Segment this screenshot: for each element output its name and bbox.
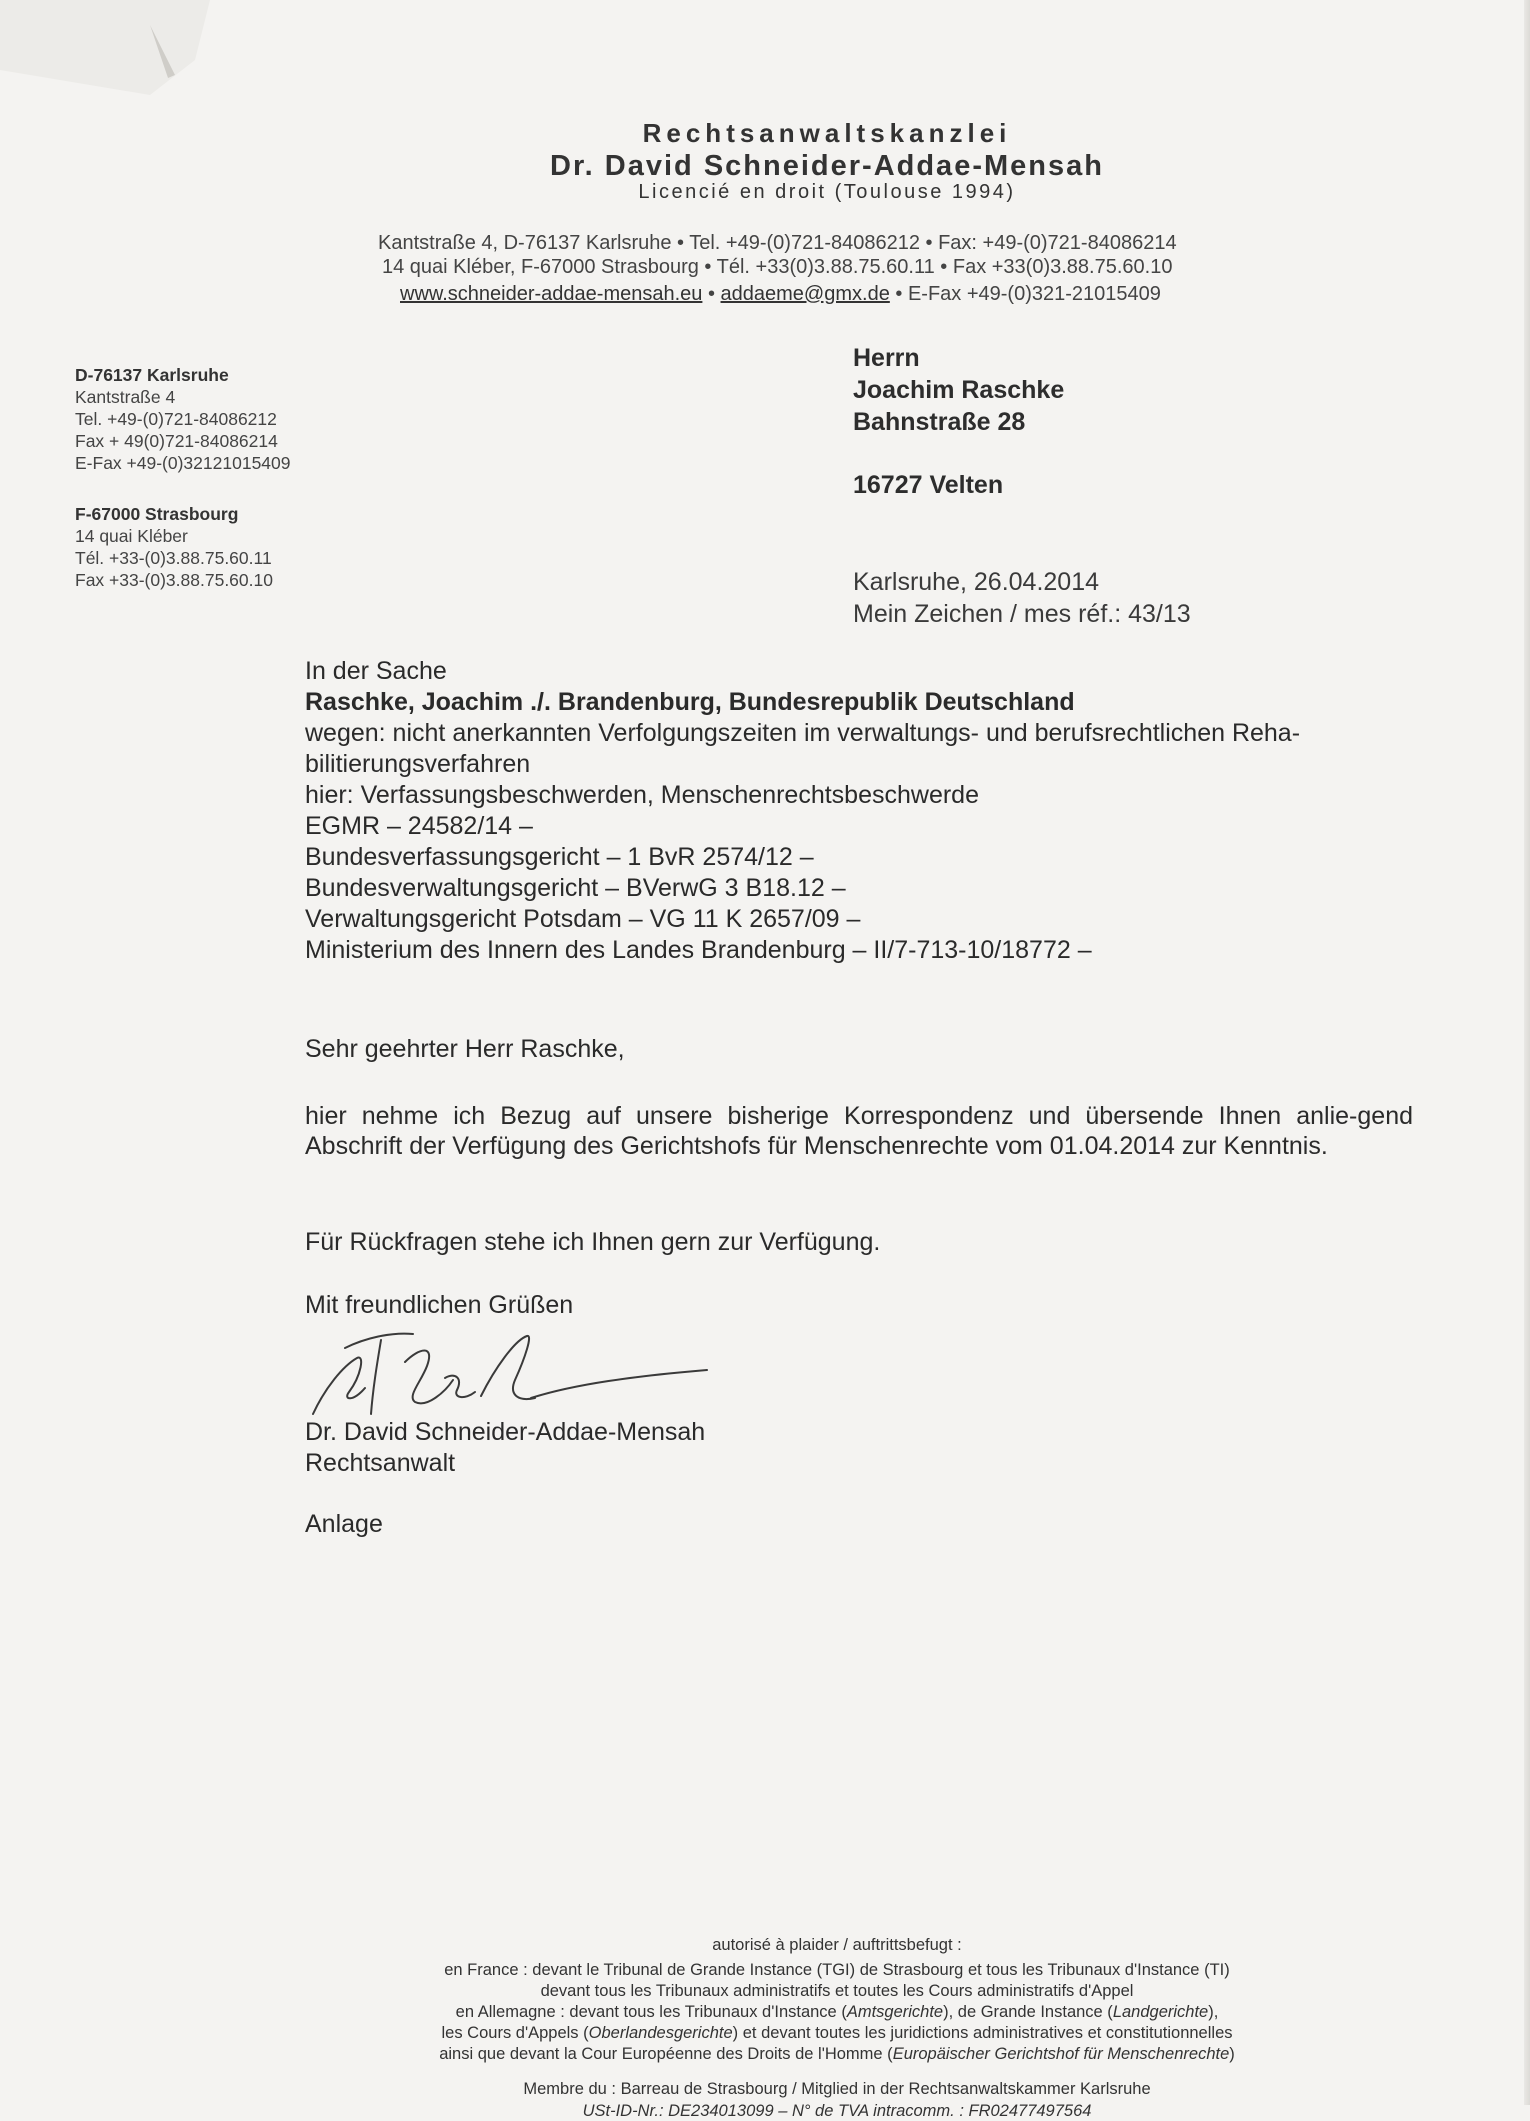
footer-court-term: Amtsgerichte	[846, 2003, 944, 2021]
footer-line	[72, 2045, 1530, 2064]
case-reference: Bundesverwaltungsgericht – BVerwG 3 B18.12 –	[305, 874, 846, 902]
greeting: Sehr geehrter Herr Raschke,	[305, 1035, 625, 1063]
address-block-strasbourg	[75, 503, 273, 591]
signer-block	[305, 1417, 705, 1479]
page-edge	[1524, 0, 1530, 2105]
matter-intro: In der Sache	[305, 657, 447, 685]
efax-number: • E-Fax +49-(0)321-21015409	[895, 283, 1161, 305]
signature	[295, 1318, 715, 1426]
footer-text: ) et devant toutes les juridictions administratives et constitutionnelles	[732, 2024, 1233, 2042]
signer-title: Rechtsanwalt	[305, 1449, 456, 1477]
case-reference: EGMR – 24582/14 –	[305, 812, 533, 840]
address-line: Kantstraße 4	[75, 387, 176, 407]
address-line: Fax +33-(0)3.88.75.60.10	[75, 570, 273, 590]
firm-name: Dr. David Schneider-Addae-Mensah	[550, 150, 1104, 182]
matter-here: hier: Verfassungsbeschwerden, Menschenrechtsbeschwerde	[305, 781, 979, 809]
firm-type: Rechtsanwaltskanzlei	[642, 118, 1012, 148]
footer-line	[72, 2003, 1530, 2022]
case-reference: Ministerium des Innern des Landes Brandenburg – II/7-713-10/18772 –	[305, 936, 1092, 964]
body-paragraph: Für Rückfragen stehe ich Ihnen gern zur Verfügung.	[305, 1228, 881, 1256]
matter-subject-cont: bilitierungsverfahren	[305, 750, 531, 778]
address-line: Tel. +49-(0)721-84086212	[75, 409, 277, 429]
body-paragraph: hier nehme ich Bezug auf unsere bisherige Korrespondenz und übersende Ihnen anlie-gend Abschrift der Verfügung des Gerichtshofs für Menschenrechte vom 01.04.2014 zur Kenntnis.	[305, 1102, 1413, 1160]
address-line: Tél. +33-(0)3.88.75.60.11	[75, 548, 272, 568]
matter-subject: wegen: nicht anerkannten Verfolgungszeiten im verwaltungs- und berufsrechtlichen Reha-	[305, 719, 1301, 747]
address-line: Fax + 49(0)721-84086214	[75, 431, 278, 451]
footer-line: en France : devant le Tribunal de Grande Instance (TGI) de Strasbourg et tous les Tribunaux d'Instance (TI)	[444, 1961, 1230, 1979]
footer-text: )	[1229, 2045, 1235, 2063]
matter-block	[305, 656, 1300, 966]
recipient-block	[853, 342, 1064, 438]
footer-text: en Allemagne : devant tous les Tribunaux d'Instance (	[455, 2003, 847, 2021]
date-reference-block	[853, 566, 1191, 630]
footer-bar-membership: Membre du : Barreau de Strasbourg / Mitglied in der Rechtsanwaltskammer Karlsruhe	[523, 2080, 1151, 2098]
address-heading: D-76137 Karlsruhe	[75, 365, 229, 385]
recipient-city: 16727 Velten	[853, 471, 1004, 499]
separator: •	[702, 283, 721, 305]
qualification: Licencié en droit (Toulouse 1994)	[638, 181, 1016, 203]
enclosure-note: Anlage	[305, 1510, 383, 1538]
footer-line: devant tous les Tribunaux administratifs et toutes les Cours administratifs d'Appel	[540, 1982, 1134, 2000]
address-block-karlsruhe	[75, 364, 291, 474]
footer-text: les Cours d'Appels (	[441, 2024, 589, 2042]
recipient-name: Joachim Raschke	[853, 376, 1065, 404]
matter-parties: Raschke, Joachim ./. Brandenburg, Bundesrepublik Deutschland	[305, 688, 1075, 716]
contact-karlsruhe: Kantstraße 4, D-76137 Karlsruhe • Tel. +49-(0)721-84086212 • Fax: +49-(0)721-84086214	[378, 232, 1177, 254]
date-line: Karlsruhe, 26.04.2014	[853, 568, 1100, 596]
footer-text: ainsi que devant la Cour Européenne des Droits de l'Homme (	[439, 2045, 893, 2063]
footer-line	[72, 2024, 1530, 2043]
signer-name: Dr. David Schneider-Addae-Mensah	[305, 1418, 706, 1446]
address-heading: F-67000 Strasbourg	[75, 504, 239, 524]
recipient-salutation: Herrn	[853, 344, 920, 372]
contact-online	[400, 283, 1161, 306]
footer-court-term: Oberlandesgerichte	[588, 2024, 733, 2042]
address-line: 14 quai Kléber	[75, 526, 188, 546]
footer-text: ),	[1208, 2003, 1219, 2021]
footer-text: ), de Grande Instance (	[943, 2003, 1113, 2021]
footer-court-term: Landgerichte	[1112, 2003, 1209, 2021]
folded-corner-shadow	[0, 0, 260, 120]
case-reference: Verwaltungsgericht Potsdam – VG 11 K 2657/09 –	[305, 905, 861, 933]
reference-line: Mein Zeichen / mes réf.: 43/13	[853, 600, 1191, 628]
address-line: E-Fax +49-(0)32121015409	[75, 453, 291, 473]
recipient-street: Bahnstraße 28	[853, 408, 1026, 436]
website-link[interactable]: www.schneider-addae-mensah.eu	[400, 283, 703, 305]
footer-vat: USt-ID-Nr.: DE234013099 – N° de TVA intracomm. : FR02477497564	[582, 2102, 1092, 2120]
email-link[interactable]: addaeme@gmx.de	[720, 283, 890, 305]
case-reference: Bundesverfassungsgericht – 1 BvR 2574/12 –	[305, 843, 814, 871]
footer-line: autorisé à plaider / auftrittsbefugt :	[712, 1936, 962, 1954]
closing: Mit freundlichen Grüßen	[305, 1291, 574, 1319]
footer-court-term: Europäischer Gerichtshof für Menschenrechte	[892, 2045, 1230, 2063]
contact-strasbourg: 14 quai Kléber, F-67000 Strasbourg • Tél. +33(0)3.88.75.60.11 • Fax +33(0)3.88.75.60.10	[382, 256, 1173, 278]
